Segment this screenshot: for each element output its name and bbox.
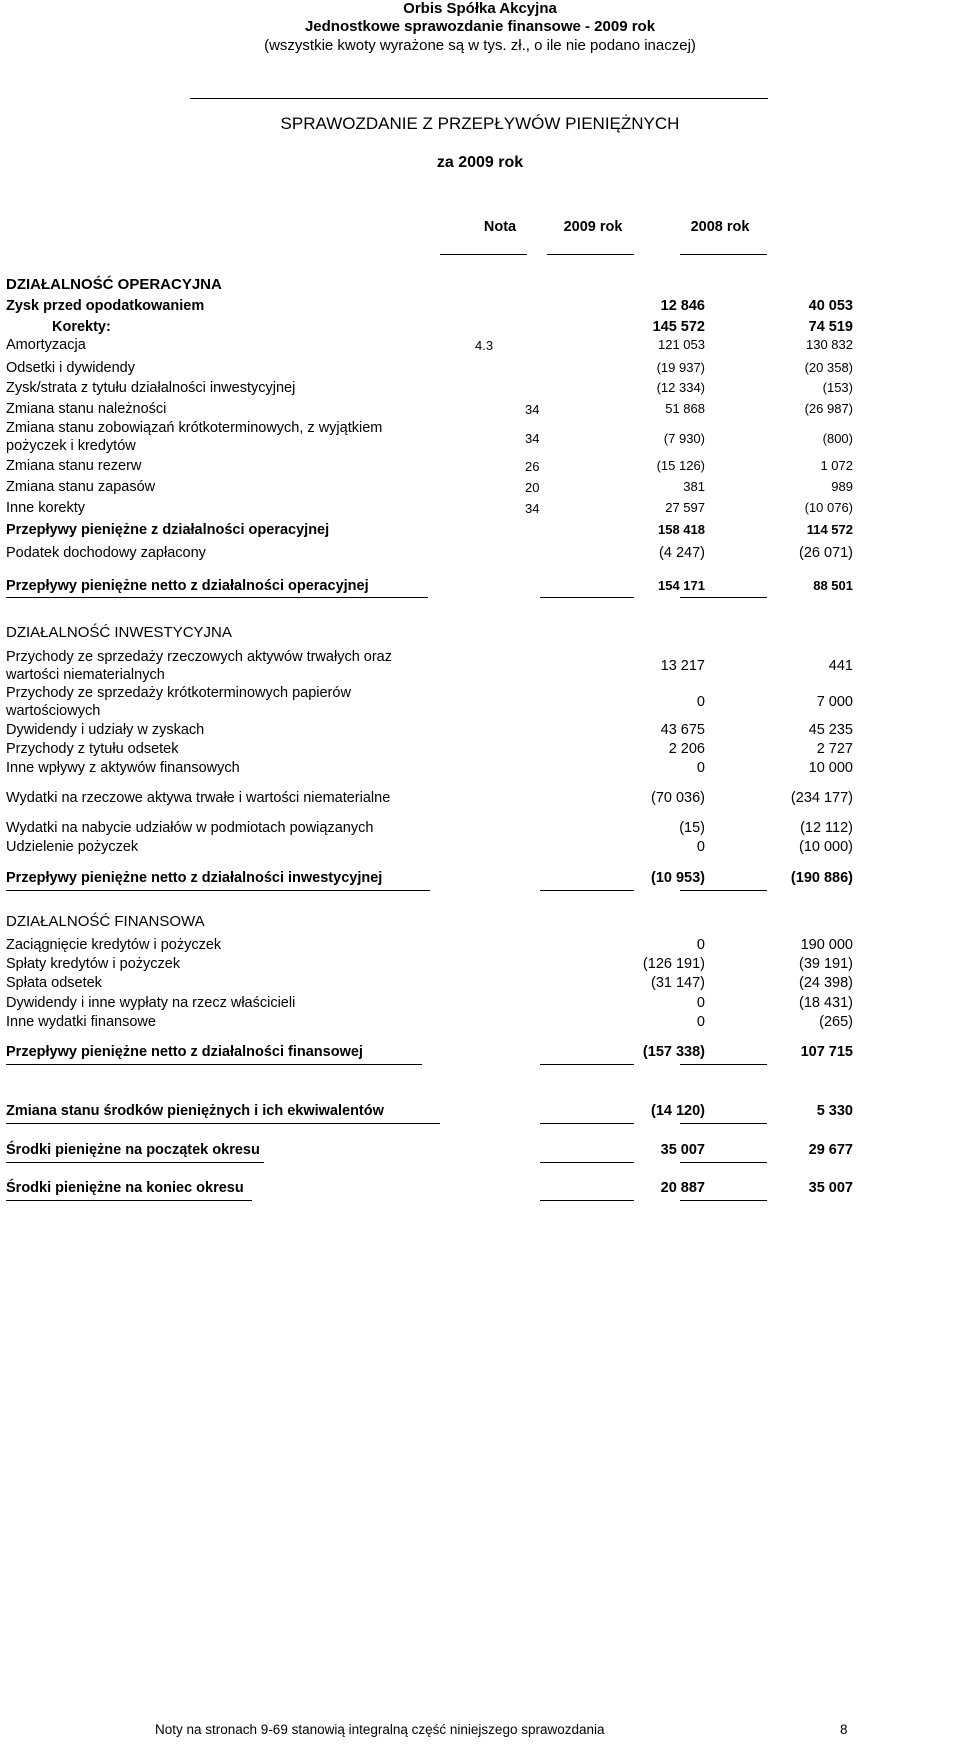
row-label: Spłata odsetek xyxy=(6,975,102,991)
row-value-2008: 5 330 xyxy=(816,1103,853,1119)
row-label: Inne wydatki finansowe xyxy=(6,1014,156,1030)
row-note: 34 xyxy=(525,501,540,516)
row-note: 20 xyxy=(525,480,540,495)
total-rule xyxy=(540,1064,634,1065)
row-value-2008: (20 358) xyxy=(804,360,853,375)
row-value-2009: (7 930) xyxy=(663,431,705,446)
header-divider xyxy=(190,98,768,99)
total-rule xyxy=(6,1123,440,1124)
row-label: Zaciągnięcie kredytów i pożyczek xyxy=(6,937,222,953)
total-rule xyxy=(680,1200,767,1201)
row-label: Zmiana stanu zobowiązań krótkoterminowych, z wyjątkiem pożyczek i kredytów xyxy=(6,420,383,454)
row-value-2009: 0 xyxy=(696,694,705,710)
row-label: Środki pieniężne na początek okresu xyxy=(6,1142,260,1158)
row-value-2009: 2 206 xyxy=(668,741,705,757)
row-value-2008: 1 072 xyxy=(820,458,853,473)
total-rule xyxy=(540,597,634,598)
row-value-2009: 381 xyxy=(683,479,705,494)
row-label: Przepływy pieniężne netto z działalności inwestycyjnej xyxy=(6,870,383,886)
row-value-2009: 158 418 xyxy=(658,522,705,537)
row-value-2009: (126 191) xyxy=(642,956,705,972)
total-rule xyxy=(540,1200,634,1201)
report-title: SPRAWOZDANIE Z PRZEPŁYWÓW PIENIĘŻNYCH xyxy=(280,114,680,133)
row-label: Przepływy pieniężne netto z działalności operacyjnej xyxy=(6,578,369,594)
row-label: Korekty: xyxy=(52,319,111,335)
footer-note: Noty na stronach 9-69 stanowią integralną część niniejszego sprawozdania xyxy=(155,1722,605,1737)
currency-note: (wszystkie kwoty wyrażone są w tys. zł., o ile nie podano inaczej) xyxy=(264,37,696,54)
row-value-2008: (265) xyxy=(819,1014,853,1030)
row-label: Inne wpływy z aktywów finansowych xyxy=(6,760,240,776)
row-value-2008: 29 677 xyxy=(808,1142,853,1158)
column-note-header: Nota xyxy=(483,219,517,235)
row-value-2008: 107 715 xyxy=(800,1044,853,1060)
row-value-2008: 88 501 xyxy=(813,578,853,593)
row-value-2008: (18 431) xyxy=(798,995,853,1011)
row-value-2009: 0 xyxy=(696,760,705,776)
row-value-2008: (26 071) xyxy=(798,545,853,561)
row-label: Środki pieniężne na koniec okresu xyxy=(6,1180,244,1196)
row-value-2009: (12 334) xyxy=(656,380,705,395)
row-value-2009: (14 120) xyxy=(650,1103,705,1119)
column-2008-header: 2008 rok xyxy=(690,219,750,235)
row-label: Przepływy pieniężne z działalności operacyjnej xyxy=(6,522,330,538)
row-label: Udzielenie pożyczek xyxy=(6,839,139,855)
row-value-2009: 145 572 xyxy=(652,319,705,335)
row-label: Przychody ze sprzedaży rzeczowych aktywów trwałych oraz wartości niematerialnych xyxy=(6,649,392,683)
row-value-2009: 27 597 xyxy=(665,500,705,515)
row-value-2009: (4 247) xyxy=(659,545,705,561)
row-value-2008: 45 235 xyxy=(808,722,853,738)
row-value-2009: (10 953) xyxy=(650,870,705,886)
row-value-2009: 12 846 xyxy=(660,298,705,314)
row-note: 26 xyxy=(525,459,540,474)
row-value-2008: (190 886) xyxy=(790,870,853,886)
row-value-2008: 10 000 xyxy=(808,760,853,776)
row-value-2008: 130 832 xyxy=(806,337,853,352)
row-value-2008: (234 177) xyxy=(790,790,853,806)
row-note: 34 xyxy=(525,431,540,446)
row-label: Wydatki na rzeczowe aktywa trwałe i wartości niematerialne xyxy=(6,790,391,806)
section-financing: DZIAŁALNOŚĆ FINANSOWA xyxy=(6,913,205,930)
total-rule xyxy=(6,597,428,598)
row-value-2009: (15) xyxy=(679,820,705,836)
row-label: Przepływy pieniężne netto z działalności finansowej xyxy=(6,1044,363,1060)
row-label: Amortyzacja xyxy=(6,337,86,353)
total-rule xyxy=(6,1064,422,1065)
row-value-2009: 0 xyxy=(696,1014,705,1030)
total-rule xyxy=(540,1162,634,1163)
row-label: Zysk/strata z tytułu działalności inwestycyjnej xyxy=(6,380,296,396)
row-label: Odsetki i dywidendy xyxy=(6,360,135,376)
row-value-2008: (12 112) xyxy=(800,820,853,836)
row-value-2009: 121 053 xyxy=(658,337,705,352)
row-value-2008: 7 000 xyxy=(816,694,853,710)
row-value-2009: (70 036) xyxy=(650,790,705,806)
column-2009-header: 2009 rok xyxy=(563,219,623,235)
row-label: Zysk przed opodatkowaniem xyxy=(6,298,205,314)
section-investing: DZIAŁALNOŚĆ INWESTYCYJNA xyxy=(6,624,232,641)
row-value-2008: (800) xyxy=(822,431,853,446)
page-number: 8 xyxy=(840,1722,848,1737)
row-value-2008: 35 007 xyxy=(808,1180,853,1196)
total-rule xyxy=(680,890,767,891)
row-value-2009: 13 217 xyxy=(660,658,705,674)
row-value-2008: 114 572 xyxy=(806,522,853,537)
row-value-2009: 0 xyxy=(696,839,705,855)
section-operating: DZIAŁALNOŚĆ OPERACYJNA xyxy=(6,276,222,293)
row-value-2008: (26 987) xyxy=(804,401,853,416)
total-rule xyxy=(6,1200,252,1201)
row-label: Zmiana stanu zapasów xyxy=(6,479,156,495)
row-note: 4.3 xyxy=(475,338,494,353)
row-value-2009: 154 171 xyxy=(658,578,705,593)
row-value-2009: (31 147) xyxy=(650,975,705,991)
total-rule xyxy=(6,890,430,891)
row-value-2009: (19 937) xyxy=(656,360,705,375)
row-label: Przychody ze sprzedaży krótkoterminowych papierów wartościowych xyxy=(6,685,351,719)
row-note: 34 xyxy=(525,402,540,417)
y2008-col-rule xyxy=(680,254,767,255)
row-value-2008: 190 000 xyxy=(800,937,853,953)
row-value-2008: 441 xyxy=(828,658,853,674)
report-subtitle: Jednostkowe sprawozdanie finansowe - 2009 rok xyxy=(304,18,656,35)
row-value-2008: (153) xyxy=(822,380,853,395)
total-rule xyxy=(540,1123,634,1124)
row-value-2009: (15 126) xyxy=(656,458,705,473)
row-label: Podatek dochodowy zapłacony xyxy=(6,545,206,561)
total-rule xyxy=(680,597,767,598)
row-label: Zmiana stanu środków pieniężnych i ich ekwiwalentów xyxy=(6,1103,384,1119)
row-value-2008: 74 519 xyxy=(808,319,853,335)
row-value-2008: (10 076) xyxy=(804,500,853,515)
total-rule xyxy=(540,890,634,891)
row-value-2009: (157 338) xyxy=(642,1044,705,1060)
row-value-2008: 2 727 xyxy=(816,741,853,757)
row-value-2008: (24 398) xyxy=(798,975,853,991)
row-label: Inne korekty xyxy=(6,500,85,516)
total-rule xyxy=(680,1123,767,1124)
report-period: za 2009 rok xyxy=(436,154,524,171)
note-col-rule xyxy=(440,254,527,255)
total-rule xyxy=(680,1162,767,1163)
row-label: Spłaty kredytów i pożyczek xyxy=(6,956,181,972)
row-label: Przychody z tytułu odsetek xyxy=(6,741,179,757)
y2009-col-rule xyxy=(547,254,634,255)
row-value-2009: 43 675 xyxy=(660,722,705,738)
row-value-2009: 35 007 xyxy=(660,1142,705,1158)
row-label: Dywidendy i udziały w zyskach xyxy=(6,722,205,738)
row-value-2008: (10 000) xyxy=(798,839,853,855)
row-label: Wydatki na nabycie udziałów w podmiotach powiązanych xyxy=(6,820,374,836)
company-name: Orbis Spółka Akcyjna xyxy=(403,0,557,17)
row-label: Dywidendy i inne wypłaty na rzecz właścicieli xyxy=(6,995,296,1011)
row-value-2008: 40 053 xyxy=(808,298,853,314)
row-value-2008: 989 xyxy=(831,479,853,494)
row-label: Zmiana stanu należności xyxy=(6,401,167,417)
row-value-2009: 51 868 xyxy=(665,401,705,416)
row-value-2009: 20 887 xyxy=(660,1180,705,1196)
total-rule xyxy=(6,1162,264,1163)
row-value-2008: (39 191) xyxy=(798,956,853,972)
row-value-2009: 0 xyxy=(696,937,705,953)
row-value-2009: 0 xyxy=(696,995,705,1011)
row-label: Zmiana stanu rezerw xyxy=(6,458,142,474)
total-rule xyxy=(680,1064,767,1065)
